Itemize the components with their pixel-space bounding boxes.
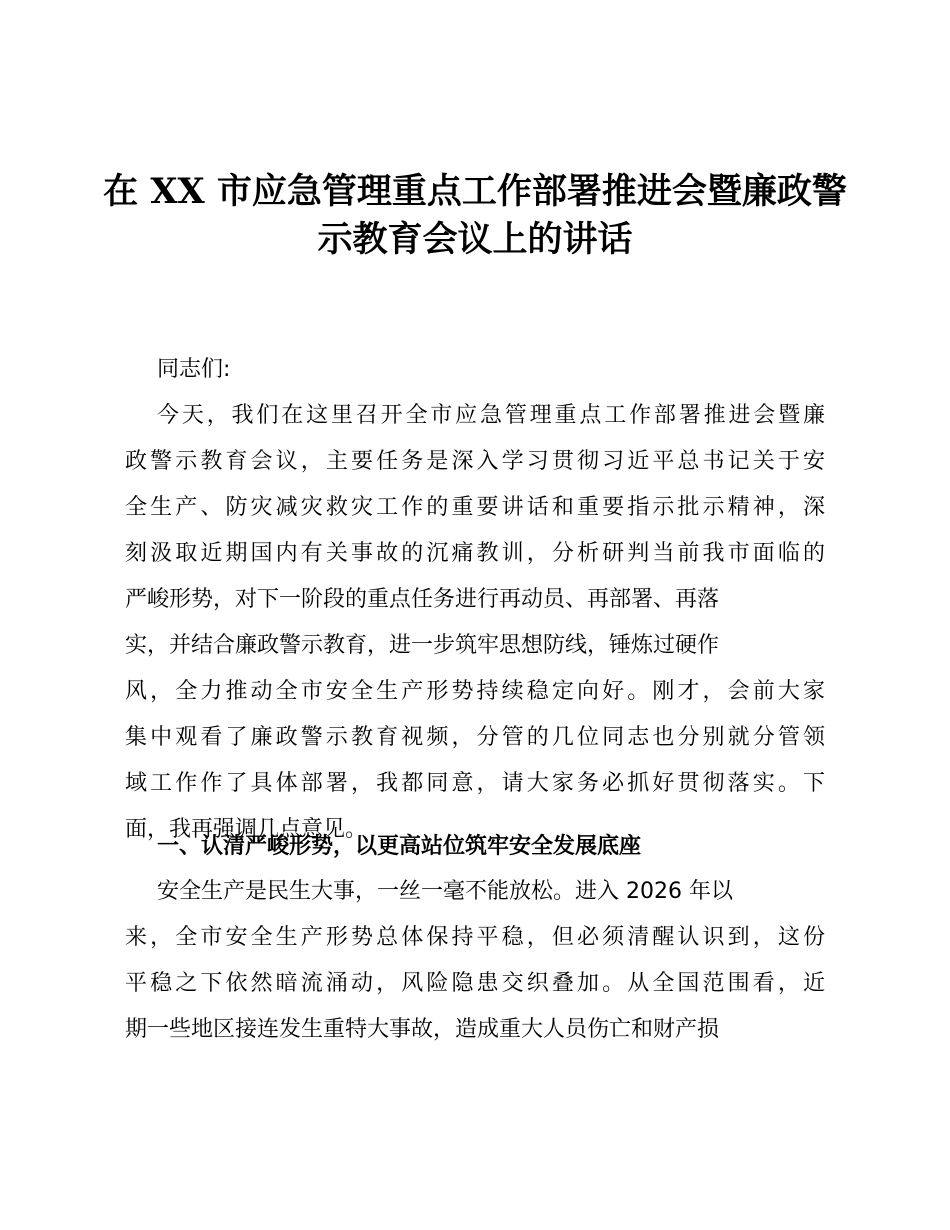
paragraph-1-line: 严峻形势，对下一阶段的重点任务进行再动员、再部署、再落: [125, 587, 720, 612]
paragraph-1-line: 今天，我们在这里召开全市应急管理重点工作部署推进会暨廉: [157, 403, 825, 428]
paragraph-1-line: 域工作作了具体部署，我都同意，请大家务必抓好贯彻落实。下: [125, 771, 825, 796]
paragraph-1-line: 政警示教育会议，主要任务是深入学习贯彻习近平总书记关于安: [125, 449, 825, 474]
paragraph-2-line: 来，全市安全生产形势总体保持平稳，但必须清醒认识到，这份: [125, 925, 825, 950]
paragraph-1-line: 实，并结合廉政警示教育，进一步筑牢思想防线，锤炼过硬作: [125, 633, 720, 658]
salutation: 同志们:: [157, 357, 231, 382]
section-heading-1: 一、认清严峻形势，以更高站位筑牢安全发展底座: [157, 834, 642, 859]
document-title-line-2: 示教育会议上的讲话: [317, 219, 633, 260]
paragraph-2-line: 安全生产是民生大事，一丝一毫不能放松。进入 2026 年以: [157, 879, 733, 904]
paragraph-2-line: 期一些地区接连发生重特大事故，造成重大人员伤亡和财产损: [125, 1017, 720, 1042]
paragraph-1-line: 风，全力推动全市安全生产形势持续稳定向好。刚才，会前大家: [125, 679, 825, 704]
document-title-line-1: 在 XX 市应急管理重点工作部署推进会暨廉政警: [103, 171, 847, 212]
paragraph-1-line: 全生产、防灾减灾救灾工作的重要讲话和重要指示批示精神，深: [125, 495, 825, 520]
paragraph-1-line: 面，我再强调几点意见。: [125, 817, 368, 842]
paragraph-2-line: 平稳之下依然暗流涌动，风险隐患交织叠加。从全国范围看，近: [125, 971, 825, 996]
paragraph-1-line: 刻汲取近期国内有关事故的沉痛教训，分析研判当前我市面临的: [125, 541, 825, 566]
paragraph-1-line: 集中观看了廉政警示教育视频，分管的几位同志也分别就分管领: [125, 725, 825, 750]
